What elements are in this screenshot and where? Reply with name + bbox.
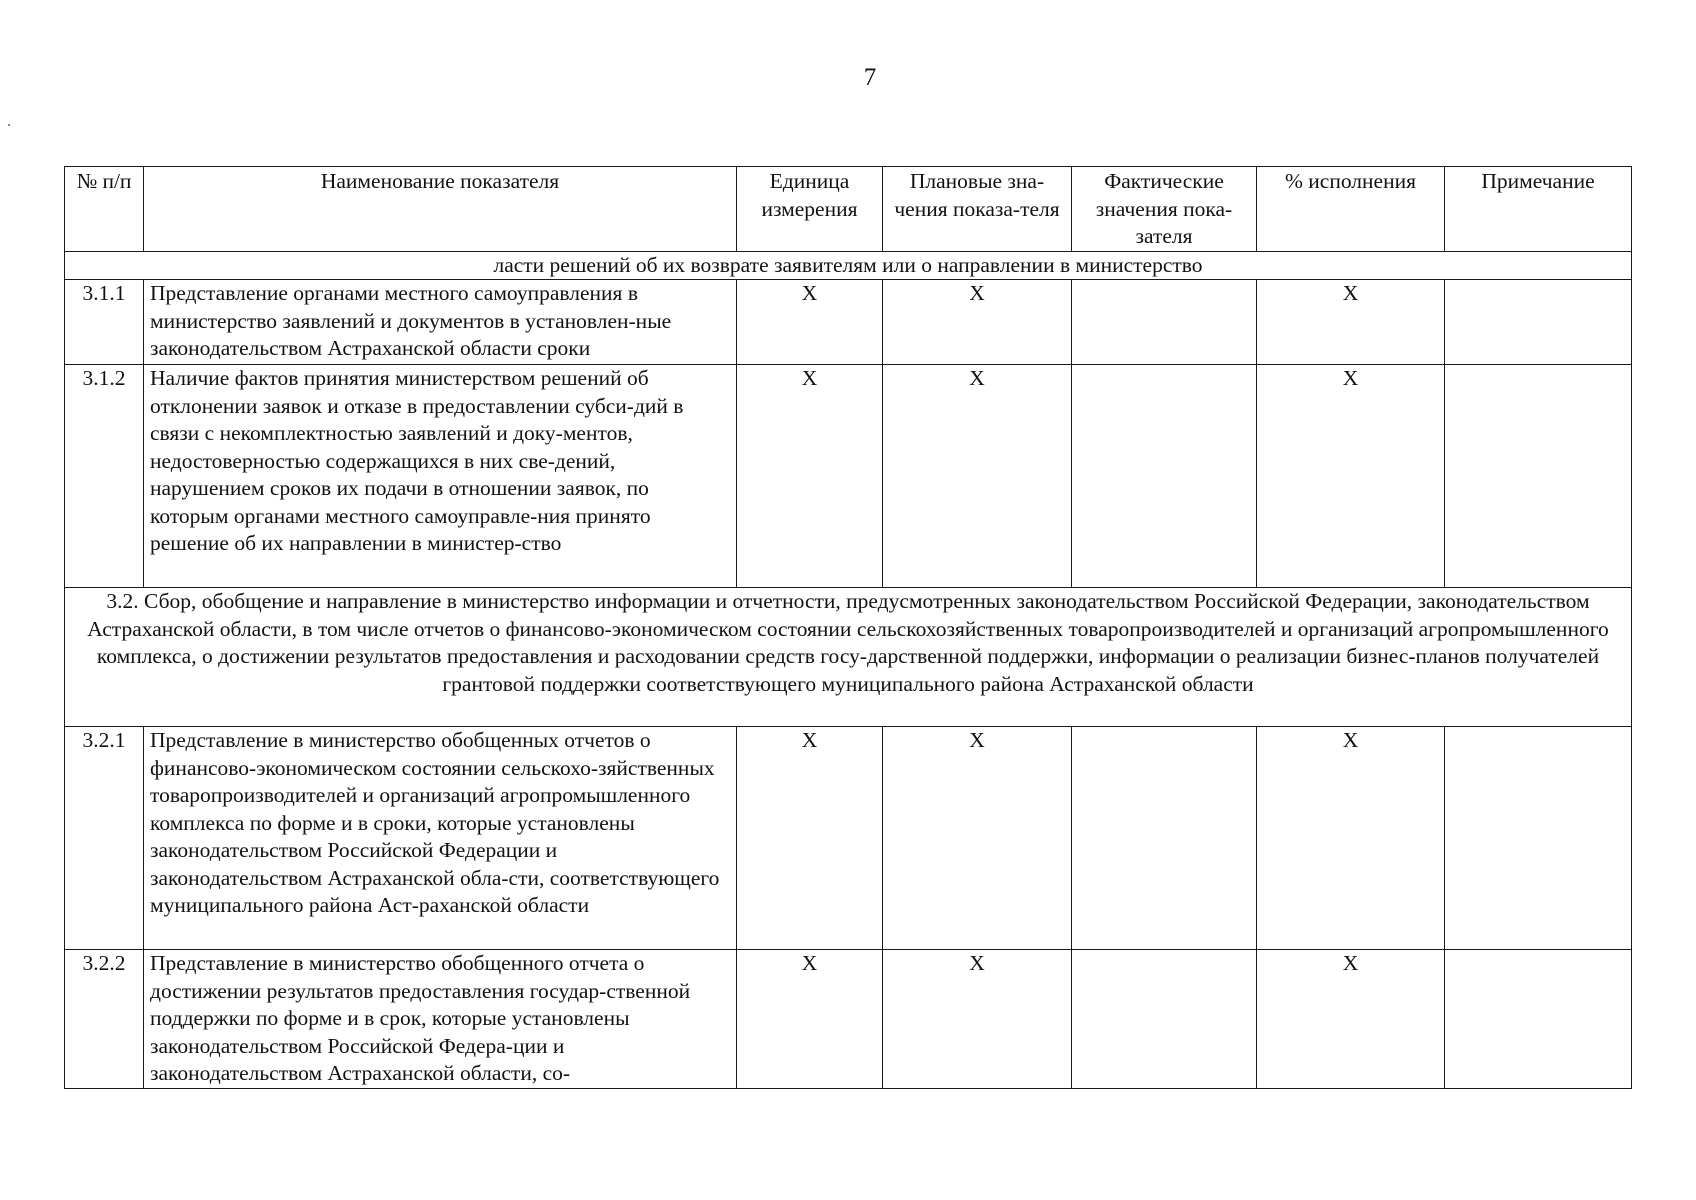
row-number: 3.1.2 xyxy=(65,365,144,588)
row-planned: Х xyxy=(883,950,1072,1089)
row-note xyxy=(1445,727,1632,950)
indicators-table xyxy=(64,166,1632,1089)
row-unit: Х xyxy=(737,280,883,365)
table-header-row xyxy=(65,167,1632,252)
row-indicator-name: Представление органами местного самоуправления в министерство заявлений и документов в установлен-ные законодательством Астраханской области сроки xyxy=(144,280,737,365)
page-number: 7 xyxy=(863,64,877,91)
section-heading-3-2: 3.2. Сбор, обобщение и направление в министерство информации и отчетности, предусмотренных законодательством Российской Федерации, законодательством Астраханской области, в том числе отчетов о финансово-экономическом состоянии сельскохозяйственных товаропроизводителей и организаций агропромышленного комплекса, о достижении результатов предоставления и расходовании средств госу-дарственной поддержки, информации о реализации бизнес-планов получателей грантовой поддержки соответствующего муниципального района Астраханской области xyxy=(65,588,1632,727)
header-num: № п/п xyxy=(65,167,144,252)
scan-speck xyxy=(8,124,10,126)
row-planned: Х xyxy=(883,365,1072,588)
row-percent: Х xyxy=(1257,950,1445,1089)
header-name: Наименование показателя xyxy=(144,167,737,252)
row-planned: Х xyxy=(883,280,1072,365)
row-planned: Х xyxy=(883,727,1072,950)
header-unit: Единица измерения xyxy=(737,167,883,252)
header-note: Примечание xyxy=(1445,167,1632,252)
table-row xyxy=(65,280,1632,365)
row-percent: Х xyxy=(1257,280,1445,365)
row-unit: Х xyxy=(737,950,883,1089)
section-continuation-text: ласти решений об их возврате заявителям или о направлении в министерство xyxy=(65,251,1632,280)
row-actual xyxy=(1072,727,1257,950)
header-percent: % исполнения xyxy=(1257,167,1445,252)
row-actual xyxy=(1072,365,1257,588)
row-note xyxy=(1445,280,1632,365)
row-number: 3.2.2 xyxy=(65,950,144,1089)
row-unit: Х xyxy=(737,365,883,588)
row-actual xyxy=(1072,280,1257,365)
section-heading-row xyxy=(65,588,1632,727)
header-planned: Плановые зна-чения показа-теля xyxy=(883,167,1072,252)
row-unit: Х xyxy=(737,727,883,950)
row-number: 3.1.1 xyxy=(65,280,144,365)
header-actual: Фактические значения пока-зателя xyxy=(1072,167,1257,252)
row-note xyxy=(1445,365,1632,588)
row-note xyxy=(1445,950,1632,1089)
row-percent: Х xyxy=(1257,727,1445,950)
table-row xyxy=(65,950,1632,1089)
row-indicator-name: Представление в министерство обобщенного отчета о достижении результатов предоставления государ-ственной поддержки по форме и в срок, которые установлены законодательством Российской Федера-ции и законодательством Астраханской области, со- xyxy=(144,950,737,1089)
row-indicator-name: Представление в министерство обобщенных отчетов о финансово-экономическом состоянии сельскохо-зяйственных товаропроизводителей и организаций агропромышленного комплекса по форме и в сроки, которые установлены законодательством Российской Федерации и законодательством Астраханской обла-сти, соответствующего муниципального района Аст-раханской области xyxy=(144,727,737,950)
row-actual xyxy=(1072,950,1257,1089)
row-indicator-name: Наличие фактов принятия министерством решений об отклонении заявок и отказе в предоставлении субси-дий в связи с некомплектностью заявлений и доку-ментов, недостоверностью содержащихся в них све-дений, нарушением сроков их подачи в отношении заявок, по которым органами местного самоуправле-ния принято решение об их направлении в министер-ство xyxy=(144,365,737,588)
table-row xyxy=(65,727,1632,950)
section-continuation-row xyxy=(65,251,1632,280)
row-number: 3.2.1 xyxy=(65,727,144,950)
row-percent: Х xyxy=(1257,365,1445,588)
table-row xyxy=(65,365,1632,588)
